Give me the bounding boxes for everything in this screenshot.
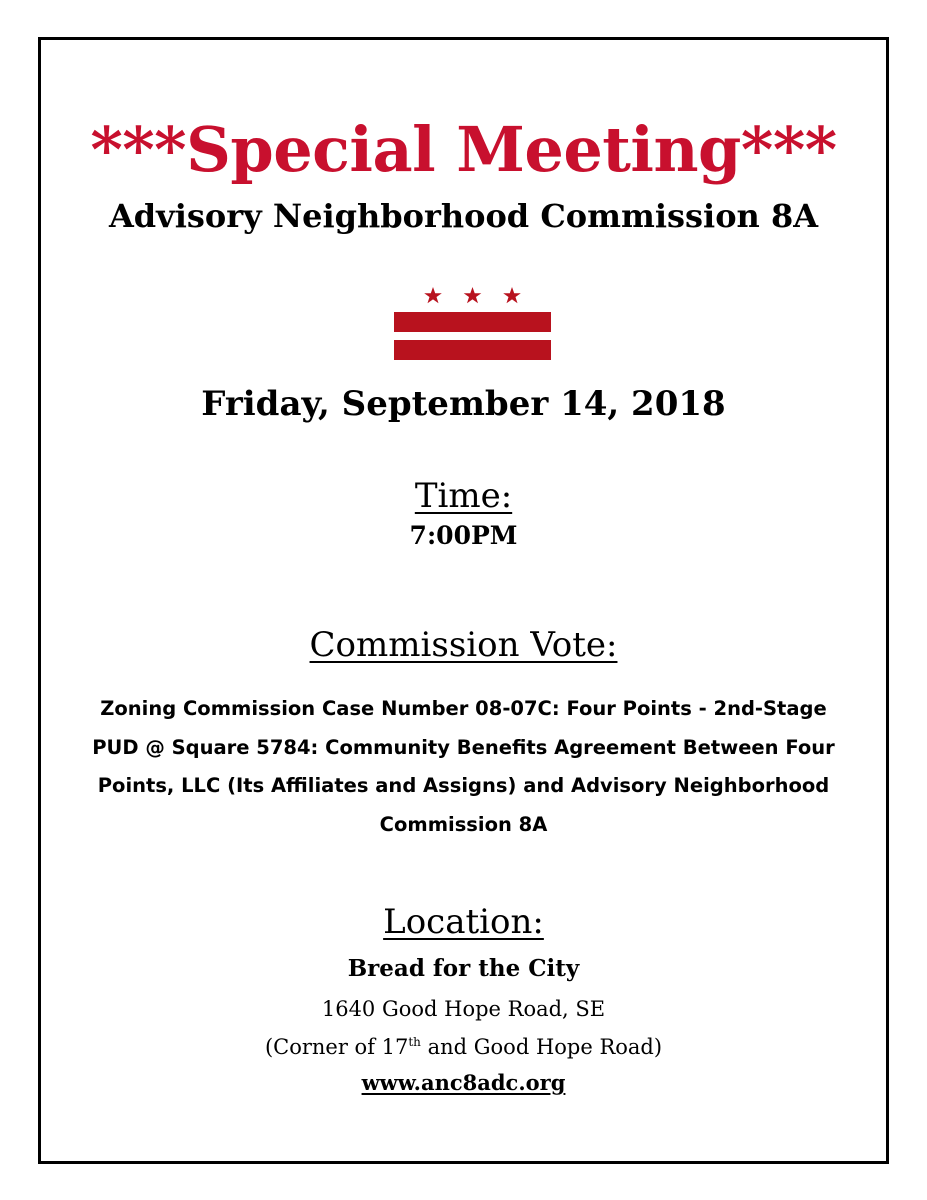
venue-address: 1640 Good Hope Road, SE (321, 997, 606, 1021)
meeting-title-text: ***Special Meeting*** (90, 113, 837, 186)
venue-corner (41, 1030, 886, 1064)
vote-line: Zoning Commission Case Number 08-07C: Four Points - 2nd-Stage (100, 697, 827, 720)
flag-star-2 (464, 287, 482, 303)
location-heading-text: Location: (383, 902, 544, 942)
flag-bar-1 (394, 312, 551, 332)
location-heading (41, 900, 886, 944)
website-link[interactable]: www.anc8adc.org (361, 1070, 566, 1095)
time-heading-text: Time: (414, 476, 513, 516)
website (41, 1066, 886, 1100)
meeting-title (41, 112, 886, 188)
time-heading (41, 474, 886, 518)
vote-heading (41, 623, 886, 667)
vote-line: Commission 8A (379, 812, 548, 836)
vote-description (41, 690, 886, 844)
vote-heading-text: Commission Vote: (309, 625, 618, 665)
meeting-date: Friday, September 14, 2018 (201, 384, 726, 424)
flag-star-1 (424, 287, 442, 303)
vote-line: PUD @ Square 5784: Community Benefits Agreement Between Four (92, 735, 835, 759)
dc-flag-icon (394, 285, 551, 360)
corner-suffix: and Good Hope Road) (420, 1035, 663, 1059)
meeting-time: 7:00PM (409, 521, 518, 550)
commission-name: Advisory Neighborhood Commission 8A (108, 197, 819, 235)
flyer-page (38, 37, 889, 1164)
corner-superscript: th (408, 1035, 421, 1049)
flag-star-3 (503, 287, 521, 303)
vote-line: Points, LLC (Its Affiliates and Assigns) and Advisory Neighborhood (97, 774, 830, 797)
flag-bar-2 (394, 340, 551, 360)
corner-prefix: (Corner of 17 (264, 1035, 409, 1059)
venue-name: Bread for the City (347, 955, 580, 982)
